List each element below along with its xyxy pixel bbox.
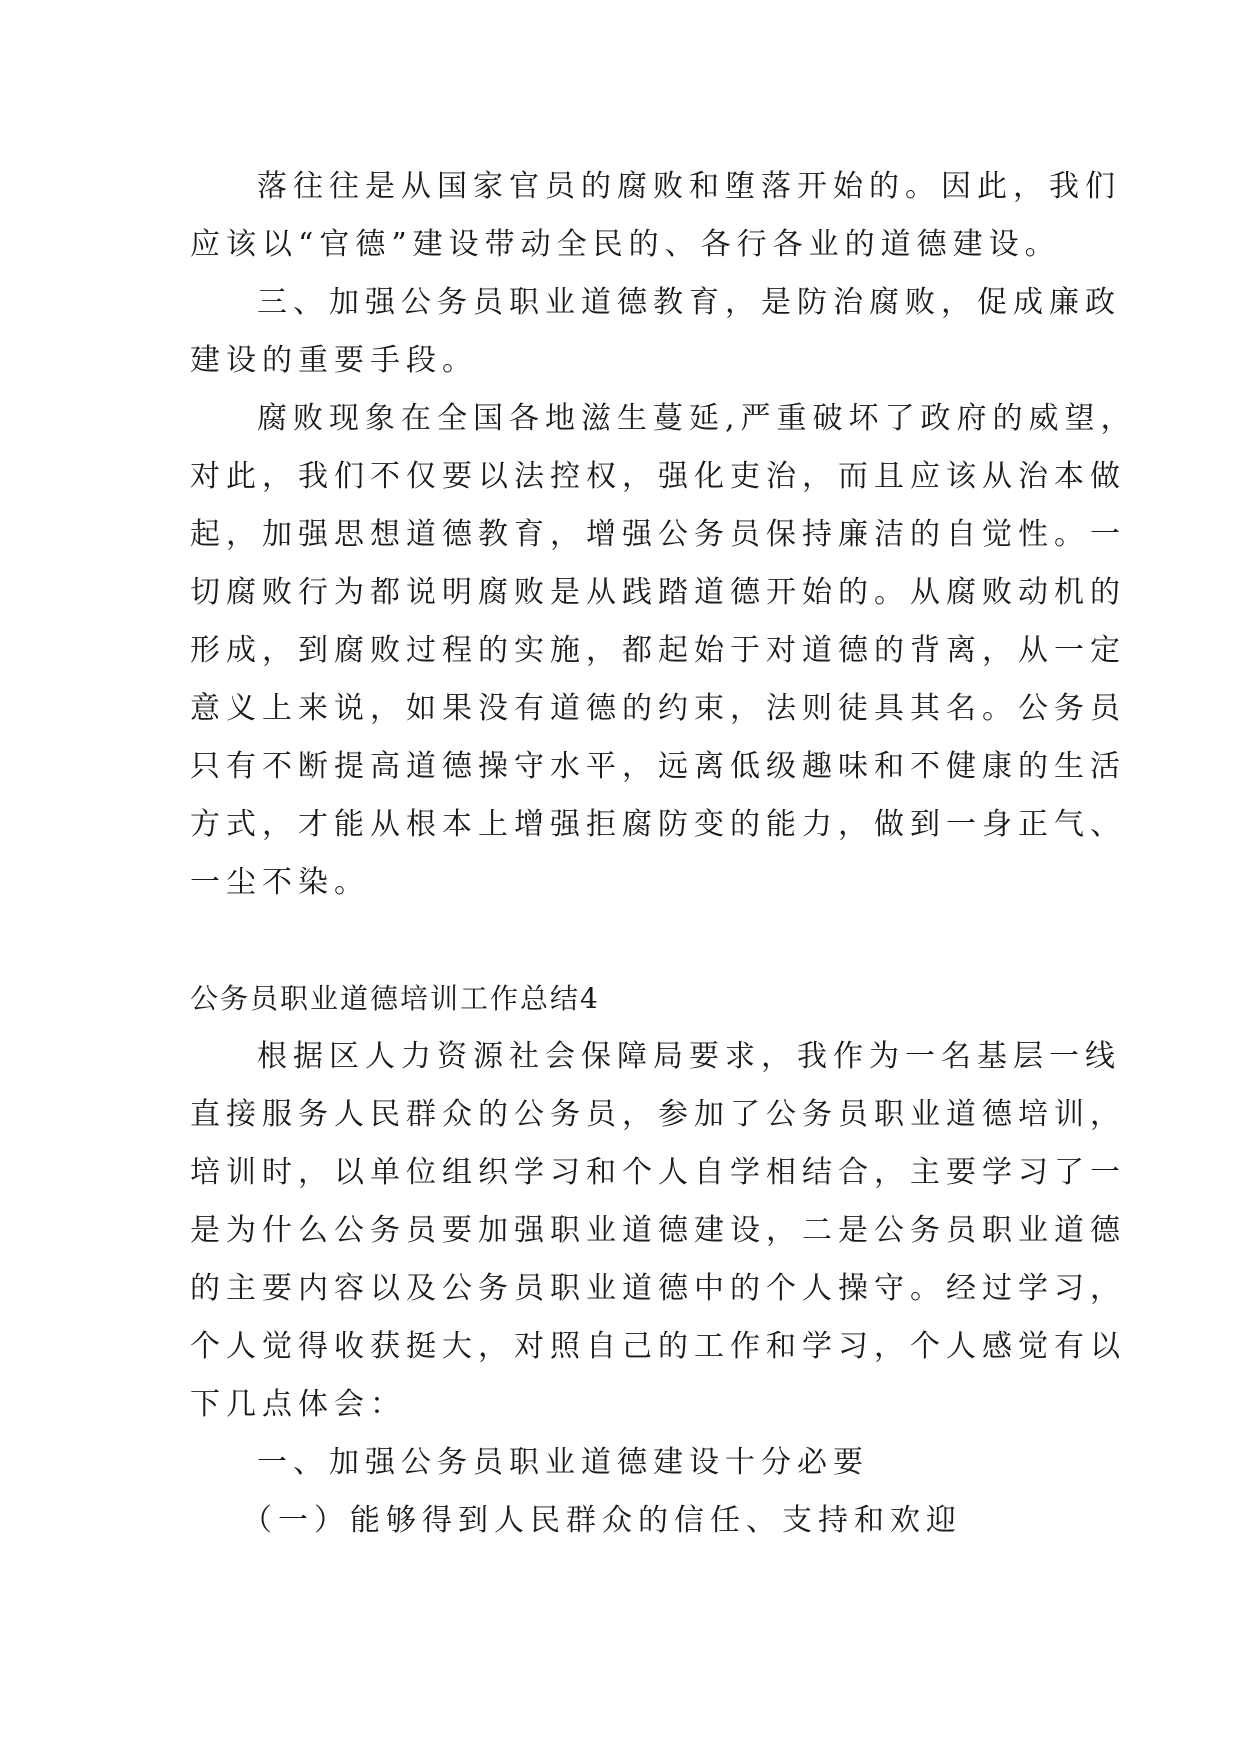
paragraph-line: 一尘不染。 [190,865,370,900]
paragraph-line: 形成，到腐败过程的实施，都起始于对道德的背离，从一定 [190,633,1126,668]
paragraph-line: 个人觉得收获挺大，对照自己的工作和学习，个人感觉有以 [190,1329,1126,1364]
section-heading-line: 一、加强公务员职业道德建设十分必要 [257,1445,869,1480]
paragraph-line: 切腐败行为都说明腐败是从践踏道德开始的。从腐败动机的 [190,575,1126,610]
paragraph-gap [190,912,1060,970]
paragraph-line: 应该以“官德”建设带动全民的、各行各业的道德建设。 [190,227,1061,262]
paragraph-line: 腐败现象在全国各地滋生蔓延,严重破坏了政府的威望， [257,401,1137,436]
paragraph-line: 培训时，以单位组织学习和个人自学相结合，主要学习了一 [190,1155,1126,1190]
document-body [190,158,1137,1550]
paragraph-line: 根据区人力资源社会保障局要求，我作为一名基层一线 [257,1039,1121,1074]
paragraph-line: 的主要内容以及公务员职业道德中的个人操守。经过学习， [190,1271,1126,1306]
paragraph-line: 起，加强思想道德教育，增强公务员保持廉洁的自觉性。一 [190,517,1126,552]
paragraph-line: 对此，我们不仅要以法控权，强化吏治，而且应该从治本做 [190,459,1126,494]
paragraph-line: 方式，才能从根本上增强拒腐防变的能力，做到一身正气、 [190,807,1126,842]
paragraph-line: 直接服务人民群众的公务员，参加了公务员职业道德培训， [190,1097,1126,1132]
section-heading-line: 建设的重要手段。 [190,343,478,378]
paragraph-line: 意义上来说，如果没有道德的约束，法则徒具其名。公务员 [190,691,1126,726]
paragraph-line: 是为什么公务员要加强职业道德建设，二是公务员职业道德 [190,1213,1126,1248]
section-heading-line: 三、加强公务员职业道德教育，是防治腐败，促成廉政 [257,285,1121,320]
paragraph-line: 只有不断提高道德操守水平，远离低级趣味和不健康的生活 [190,749,1126,784]
paragraph-line: 下几点体会： [190,1387,406,1422]
paragraph-line: 落往往是从国家官员的腐败和堕落开始的。因此，我们 [257,169,1121,204]
subsection-heading-line: （一）能够得到人民群众的信任、支持和欢迎 [242,1503,962,1538]
document-title: 公务员职业道德培训工作总结4 [190,982,600,1015]
